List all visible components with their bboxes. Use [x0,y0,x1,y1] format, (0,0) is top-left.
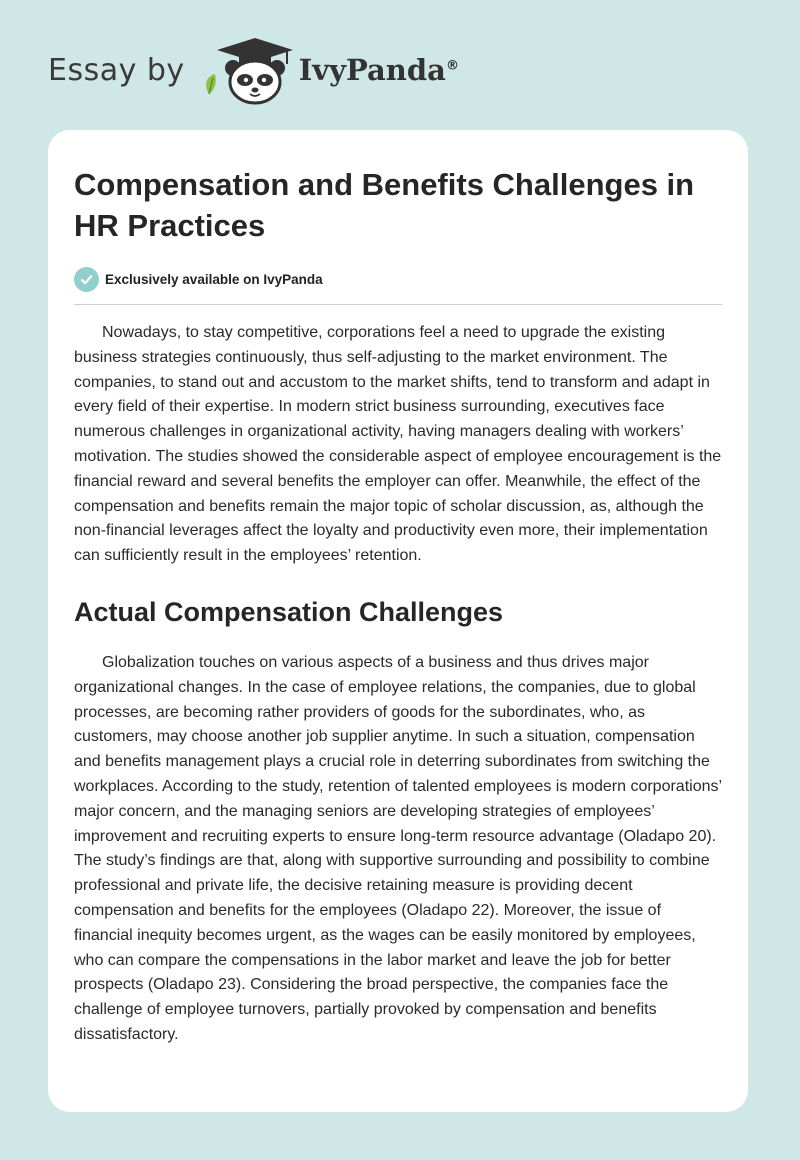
title-divider [74,304,722,305]
section-paragraph: Globalization touches on various aspects of a business and thus drives major organizational changes. In the case of employee relations, the companies, due to global processes, are becoming rather providers of goods for the subordinates, who, as customers, may choose another job supplier anytime. In such a situation, compensation and benefits management plays a crucial role in deterring subordinates from switching the workplaces. According to the study, retention of talented employees is modern corporations’ major concern, and the managing seniors are developing strategies of employees’ improvement and recruiting experts to ensure long-term resource advantage (Oladapo 20). The study’s findings are that, along with supportive surrounding and possibility to combine professional and private life, the decisive retaining measure is providing decent compensation and benefits for the employees (Oladapo 22). Moreover, the issue of financial inequity becomes urgent, as the wages can be easily monitored by employees, who can compare the compensations in the labor market and leave the job for better prospects (Oladapo 23). Considering the broad perspective, the companies face the challenge of employee turnovers, partially provoked by compensation and benefits dissatisfactory. [74,653,722,1043]
panda-graduate-icon[interactable] [199,34,295,106]
exclusive-badge [74,266,722,292]
brand-name[interactable] [299,53,459,87]
check-circle-icon [74,267,99,292]
essay-card [48,130,748,1112]
page-title: Compensation and Benefits Challenges in HR Practices [74,167,695,243]
intro-paragraph: Nowadays, to stay competitive, corporations feel a need to upgrade the existing business strategies continuously, thus self-adjusting to the market environment. The companies, to stand out and accustom to the market shifts, tend to transform and adapt in every field of their expertise. In modern strict business surrounding, executives face numerous challenges in organizational activity, having managers dealing with workers’ motivation. The studies showed the considerable aspect of employee encouragement is the financial reward and several benefits the employer can offer. Meanwhile, the effect of the compensation and benefits remain the major topic of scholar discussion, as, although the non-financial leverages affect the loyalty and productivity even more, their implementation can sufficiently result in the employees’ retention. [74,324,722,565]
registered-mark: ® [445,58,459,74]
exclusive-badge-text: Exclusively available on IvyPanda [105,271,323,287]
site-header [48,34,459,106]
essay-by-label: Essay by [48,52,185,88]
brand-text: IvyPanda [298,53,446,87]
section-heading: Actual Compensation Challenges [74,596,504,627]
